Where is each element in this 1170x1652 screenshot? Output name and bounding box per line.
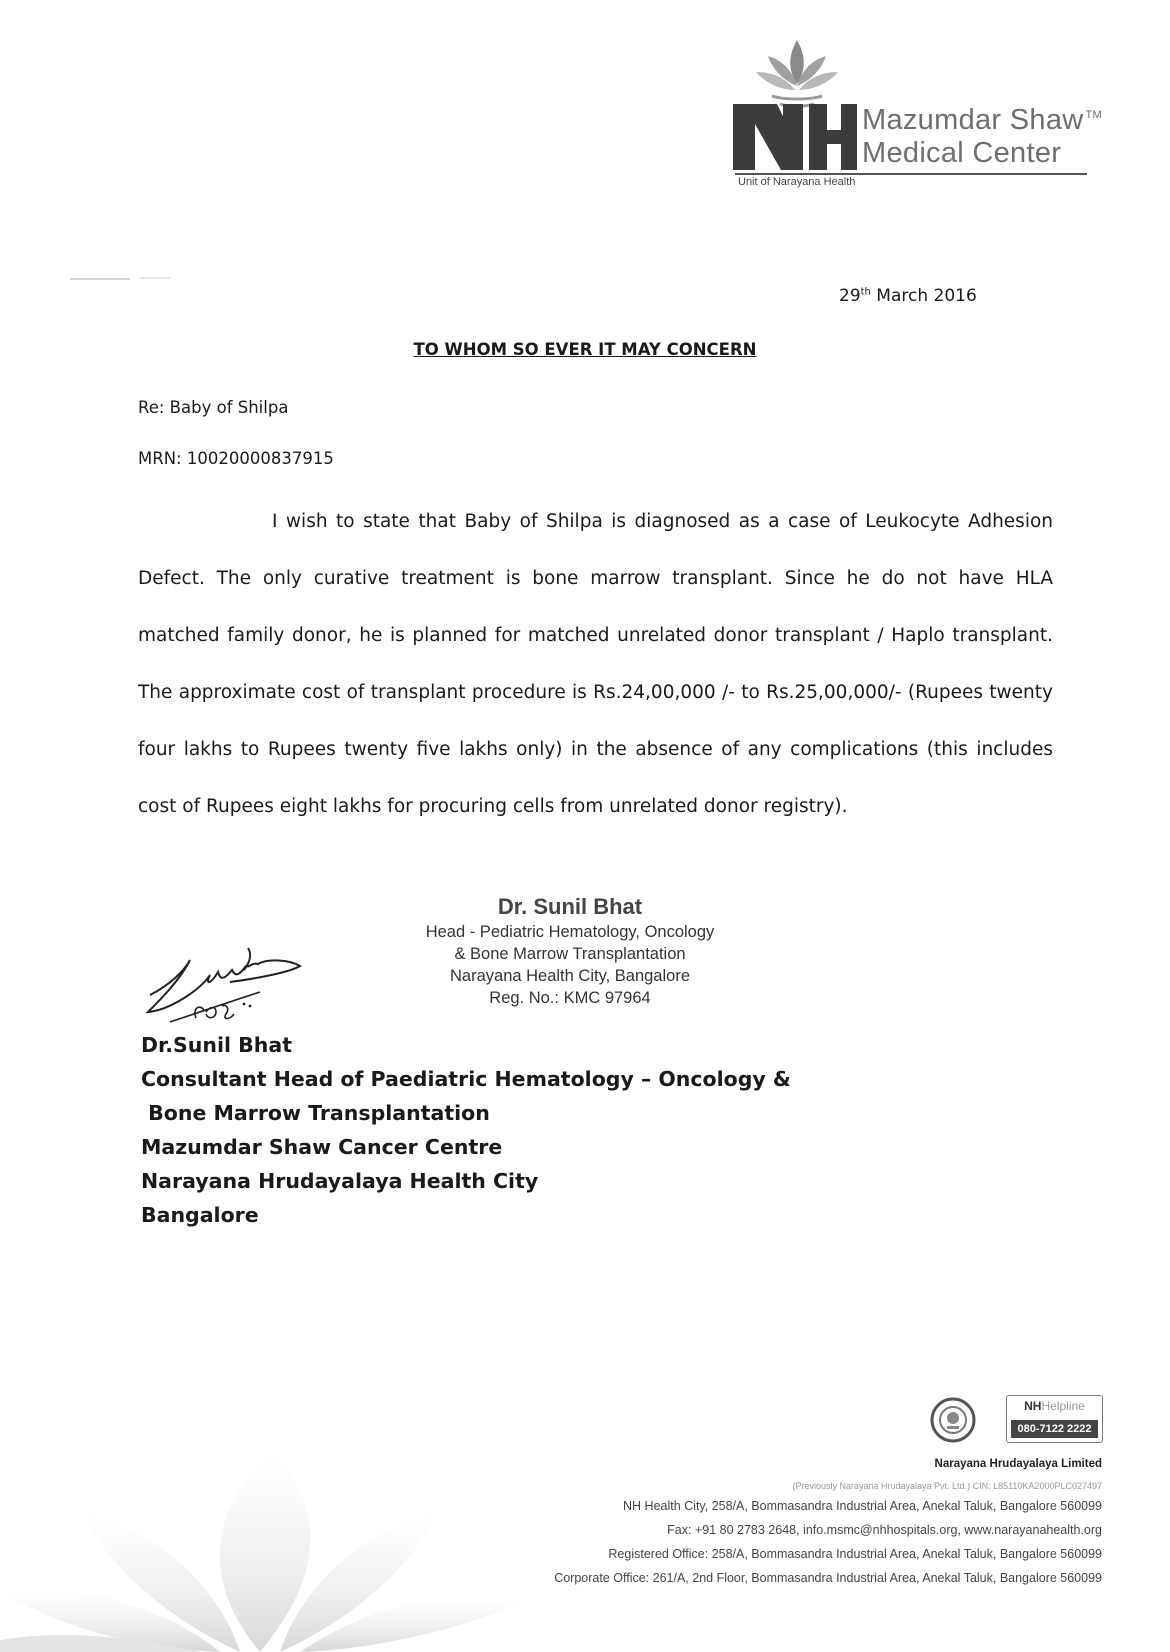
stamp-line: Reg. No.: KMC 97964	[489, 989, 651, 1007]
brand-unit-text: Unit of Narayana Health	[738, 176, 856, 188]
signatory-institution: Narayana Hrudayalaya Health City	[141, 1169, 539, 1193]
nh-logo-icon	[733, 104, 857, 174]
helpline-number: 080-7122 2222	[1011, 1420, 1098, 1438]
footer-corporate-office: Corporate Office: 261/A, 2nd Floor, Bommasandra Industrial Area, Anekal Taluk, Bangalore 560099	[554, 1571, 1102, 1585]
doctor-stamp	[390, 893, 750, 1009]
signatory-title: Bone Marrow Transplantation	[141, 1101, 490, 1125]
footer-contact: Fax: +91 80 2783 2648, info.msmc@nhhospitals.org, www.narayanahealth.org	[667, 1523, 1102, 1537]
footer-address-block	[554, 1478, 1102, 1590]
stamp-line: & Bone Marrow Transplantation	[454, 945, 686, 963]
scan-mark	[70, 277, 170, 281]
patient-mrn: MRN: 10020000837915	[138, 449, 334, 468]
helpline-badge	[1006, 1395, 1103, 1443]
signatory-name: Dr.Sunil Bhat	[141, 1033, 292, 1057]
letter-date: 29th March 2016	[839, 286, 977, 306]
footer-company-name: Narayana Hrudayalaya Limited	[934, 1458, 1102, 1470]
signatory-centre: Mazumdar Shaw Cancer Centre	[141, 1135, 503, 1159]
footer-address: NH Health City, 258/A, Bommasandra Industrial Area, Anekal Taluk, Bangalore 560099	[623, 1499, 1102, 1513]
brand-name-line2: Medical Center	[862, 137, 1062, 169]
stamp-doctor-name: Dr. Sunil Bhat	[497, 894, 643, 919]
accreditation-seal-icon	[930, 1397, 976, 1443]
handwritten-signature	[140, 940, 320, 1035]
trademark-symbol: TM	[1085, 109, 1102, 122]
signatory-city: Bangalore	[141, 1203, 259, 1227]
helpline-label: NHHelpline	[1024, 1399, 1085, 1413]
footer-previous-name: (Previously Narayana Hrudayalaya Pvt. Ltd.) CIN: L85110KA2000PLC027497	[792, 1481, 1102, 1491]
footer-registered-office: Registered Office: 258/A, Bommasandra Industrial Area, Anekal Taluk, Bangalore 560099	[608, 1547, 1102, 1561]
stamp-line: Narayana Health City, Bangalore	[450, 967, 690, 985]
brand-name-line1: Mazumdar Shaw ™	[862, 104, 1102, 136]
decorative-leaf-watermark	[0, 1430, 560, 1652]
letter-body: I wish to state that Baby of Shilpa is diagnosed as a case of Leukocyte Adhesion Defect. The only curative treatment is bone marrow transplant. Since he do not have HLA matched family donor, he is planned for matched unrelated donor transplant / Haplo transplant. The approximate cost of transplant procedure is Rs.24,00,000 /- to Rs.25,00,000/- (Rupees twenty four lakhs to Rupees twenty five lakhs only) in the absence of any complications (this includes cost of Rupees eight lakhs for procuring cells from unrelated donor registry).	[138, 511, 1053, 817]
stamp-line: Head - Pediatric Hematology, Oncology	[425, 923, 715, 941]
brand-divider	[735, 173, 1087, 175]
letter-reference: Re: Baby of Shilpa	[138, 398, 289, 417]
signature-block	[141, 1028, 791, 1232]
letter-heading: TO WHOM SO EVER IT MAY CONCERN	[413, 340, 757, 359]
signatory-title: Consultant Head of Paediatric Hematology – Oncology &	[141, 1067, 791, 1091]
lotus-logo-icon	[752, 38, 842, 110]
